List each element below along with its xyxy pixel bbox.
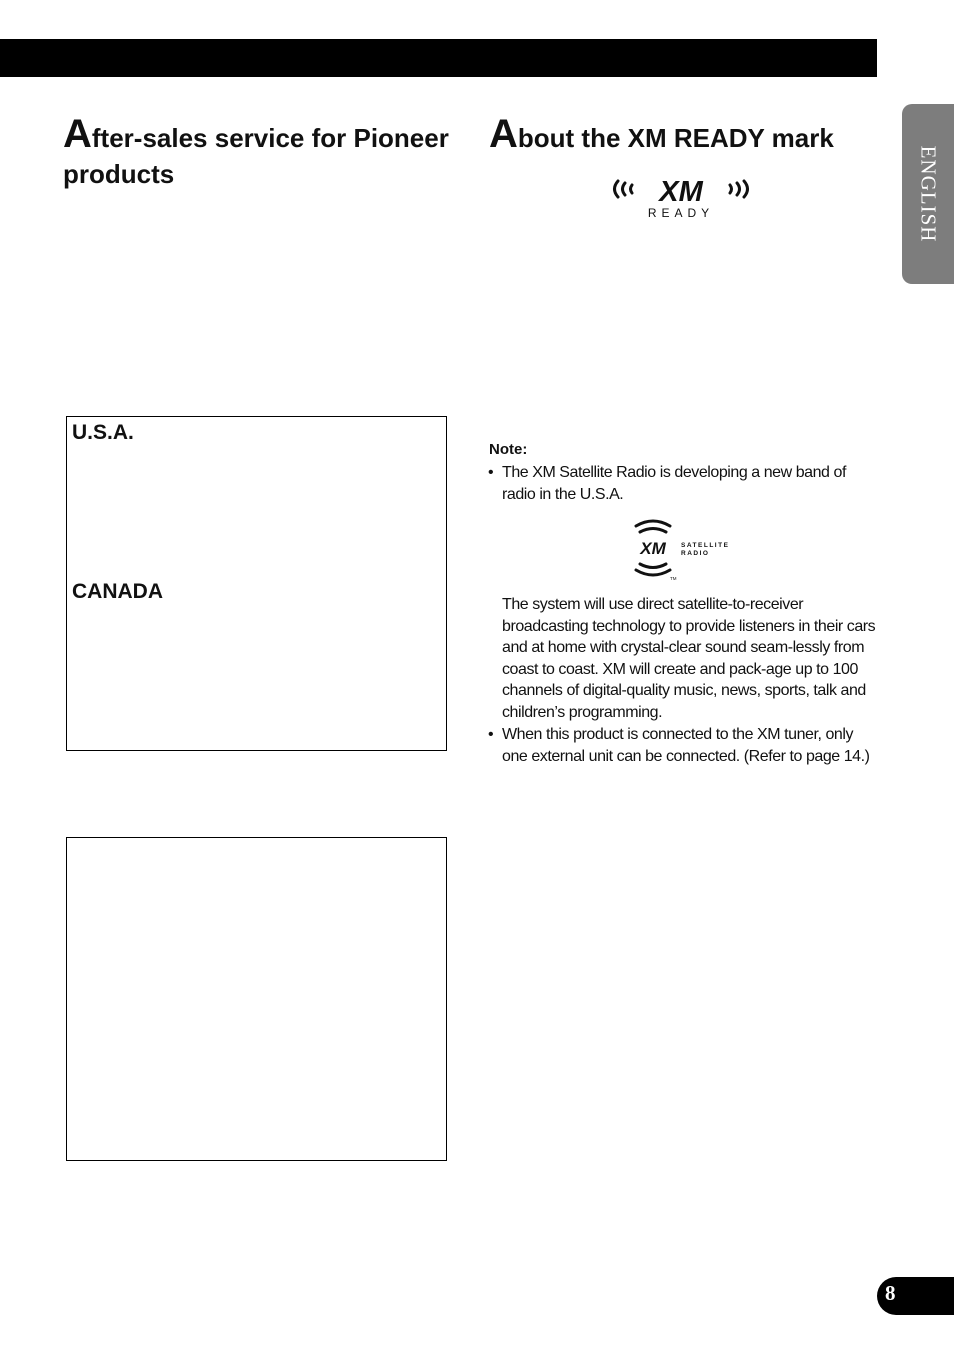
- xm-ready-heading: [489, 112, 889, 157]
- svg-text:TM: TM: [670, 576, 677, 581]
- xm-description: The system will use direct satellite-to-receiver broadcasting technology to provide listeners in their cars and at home with crystal-clear sound seam-lessly from coast to coast. XM will create and pack-age up to 100 channels of digital-quality music, news, sports, talk and children’s programming.: [502, 596, 876, 721]
- heading-text: bout the XM READY mark: [517, 123, 834, 153]
- svg-text:XM: XM: [640, 539, 666, 558]
- page-number: 8: [885, 1281, 896, 1305]
- info-box: [66, 837, 447, 1161]
- page-number-tab: [877, 1277, 954, 1315]
- note-title: Note:: [489, 441, 528, 458]
- heading-initial: A: [489, 112, 518, 156]
- canada-label: CANADA: [72, 580, 163, 603]
- heading-initial: A: [63, 112, 92, 156]
- language-tab-label: ENGLISH: [916, 145, 941, 243]
- usa-label: U.S.A.: [72, 421, 134, 444]
- bullet-marker: •: [488, 726, 494, 743]
- header-bar: [0, 39, 877, 77]
- svg-text:XM: XM: [659, 176, 703, 208]
- note-bullet-2: When this product is connected to the XM tuner, only one external unit can be connected. (Refer to page 14.): [502, 726, 870, 765]
- xm-satellite-radio-logo: [628, 516, 732, 582]
- note-bullet-1: The XM Satellite Radio is developing a new band of radio in the U.S.A.: [502, 464, 846, 503]
- xm-ready-logo: [608, 175, 754, 221]
- svg-text:READY: READY: [647, 206, 715, 220]
- heading-text: fter-sales service for Pioneer products: [63, 123, 449, 189]
- svg-text:RADIO: RADIO: [681, 550, 710, 557]
- service-contact-box: [66, 416, 447, 751]
- language-tab: [902, 104, 954, 284]
- svg-text:SATELLITE: SATELLITE: [681, 542, 730, 549]
- after-sales-heading: [63, 112, 463, 193]
- bullet-marker: •: [488, 464, 494, 481]
